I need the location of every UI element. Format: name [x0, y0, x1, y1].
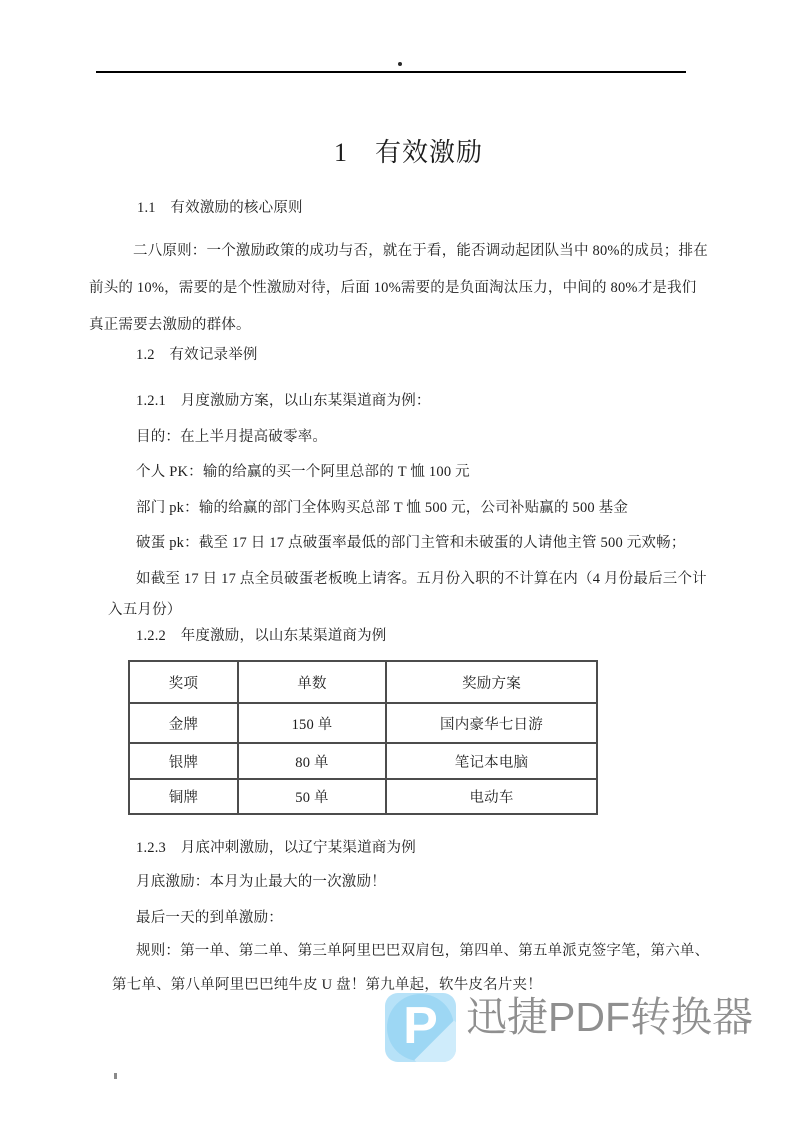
table-header-orders: 单数: [238, 661, 386, 703]
table-header-prize: 奖项: [129, 661, 238, 703]
heading-1-2: 1.2 有效记录举例: [136, 347, 258, 363]
table-cell: 电动车: [386, 779, 597, 814]
logo-letter: P: [403, 997, 438, 1055]
table-cell: 国内豪华七日游: [386, 703, 597, 743]
table-header-row: [129, 661, 597, 703]
principle-paragraph-line-1: 二八原则：一个激励政策的成功与否，就在于看，能否调动起团队当中 80%的成员；排在: [133, 243, 708, 259]
monthly-dept-pk-line: 部门 pk：输的给赢的部门全体购买总部 T 恤 500 元，公司补贴赢的 500 基金: [136, 500, 629, 516]
heading-1-2-1: 1.2.1 月度激励方案，以山东某渠道商为例：: [136, 393, 431, 409]
heading-1-2-2: 1.2.2 年度激励，以山东某渠道商为例: [136, 628, 387, 644]
table-cell: 50 单: [238, 779, 386, 814]
principle-paragraph-line-2: 前头的 10%，需要的是个性激励对待，后面 10%需要的是负面淘汰压力，中间的 80%才是我们: [89, 280, 697, 296]
monthly-purpose-line: 目的：在上半月提高破零率。: [136, 429, 328, 445]
heading-1-2-3: 1.2.3 月底冲刺激励，以辽宁某渠道商为例: [136, 840, 416, 856]
table-cell: 80 单: [238, 743, 386, 779]
sprint-line-1: 月底激励：本月为止最大的一次激励！: [136, 874, 386, 890]
principle-paragraph-line-3: 真正需要去激励的群体。: [89, 317, 251, 333]
sprint-rule-line-1: 规则：第一单、第二单、第三单阿里巴巴双肩包，第四单、第五单派克签字笔，第六单、: [136, 943, 710, 959]
monthly-egg-note-line-2: 入五月份）: [108, 602, 182, 618]
heading-1-1: 1.1 有效激励的核心原则: [137, 200, 303, 216]
table-cell: 银牌: [129, 743, 238, 779]
table-cell: 铜牌: [129, 779, 238, 814]
page-title: 1 有效激励: [334, 138, 484, 167]
table-cell: 金牌: [129, 703, 238, 743]
pdf-converter-logo-icon: [385, 993, 456, 1062]
footer-dot: [114, 1073, 117, 1079]
monthly-egg-pk-line: 破蛋 pk：截至 17 日 17 点破蛋率最低的部门主管和未破蛋的人请他主管 500 元欢畅；: [136, 535, 686, 551]
table-cell: 笔记本电脑: [386, 743, 597, 779]
table-row-bronze: [129, 779, 597, 814]
sprint-line-2: 最后一天的到单激励：: [136, 910, 283, 926]
monthly-personal-pk-line: 个人 PK：输的给赢的买一个阿里总部的 T 恤 100 元: [136, 464, 470, 480]
annual-rewards-table: [128, 660, 598, 815]
table-header-reward: 奖励方案: [386, 661, 597, 703]
table-row-silver: [129, 743, 597, 779]
header-dot: [398, 62, 402, 66]
watermark-text: 迅捷PDF转换器: [466, 994, 753, 1040]
table-row-gold: [129, 703, 597, 743]
monthly-egg-note-line-1: 如截至 17 日 17 点全员破蛋老板晚上请客。五月份入职的不计算在内（4 月份最后三个计: [136, 571, 707, 587]
header-rule: [96, 71, 686, 73]
table-cell: 150 单: [238, 703, 386, 743]
sprint-rule-line-2: 第七单、第八单阿里巴巴纯牛皮 U 盘！第九单起，软牛皮名片夹！: [112, 977, 542, 993]
